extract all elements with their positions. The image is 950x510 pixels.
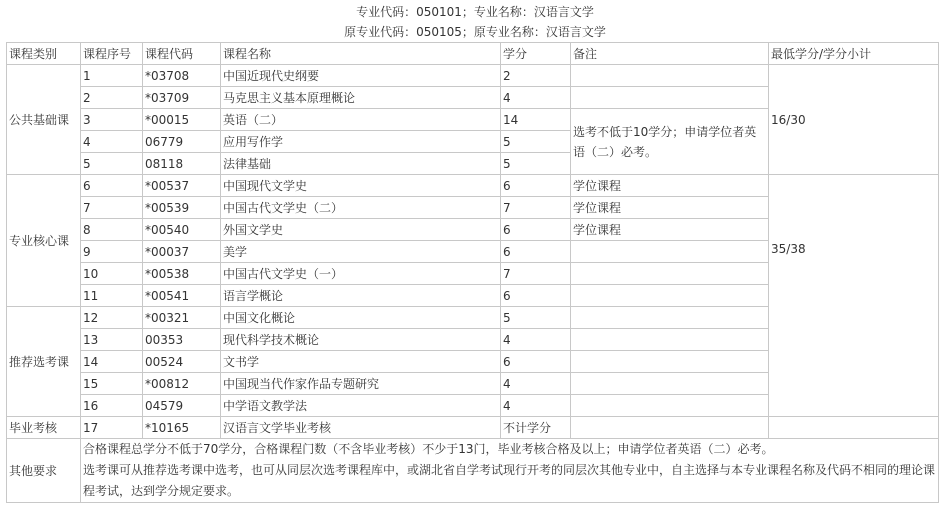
credit-cell: 14	[501, 109, 571, 131]
name-cell: 中国古代文学史（二）	[221, 197, 501, 219]
col-header-category: 课程类别	[7, 43, 81, 65]
credit-cell: 4	[501, 87, 571, 109]
subtotal-cell: 16/30	[769, 65, 939, 175]
seq-cell: 13	[81, 329, 143, 351]
seq-cell: 2	[81, 87, 143, 109]
table-row	[7, 417, 939, 439]
seq-cell: 8	[81, 219, 143, 241]
credit-cell: 6	[501, 175, 571, 197]
credit-cell: 6	[501, 241, 571, 263]
remark-cell	[571, 395, 769, 417]
seq-cell: 6	[81, 175, 143, 197]
remark-cell	[571, 241, 769, 263]
remark-cell	[571, 263, 769, 285]
remark-cell	[571, 373, 769, 395]
category-cell: 毕业考核	[7, 417, 81, 439]
seq-cell: 16	[81, 395, 143, 417]
seq-cell: 4	[81, 131, 143, 153]
name-cell: 现代科学技术概论	[221, 329, 501, 351]
remark-cell	[571, 285, 769, 307]
original-program-code-line: 原专业代码：050105；原专业名称：汉语言文学	[344, 25, 606, 39]
code-cell: 06779	[143, 131, 221, 153]
code-cell: *00037	[143, 241, 221, 263]
subtotal-value: 35/38	[771, 242, 806, 256]
name-cell: 法律基础	[221, 153, 501, 175]
seq-cell: 17	[81, 417, 143, 439]
code-cell: *00538	[143, 263, 221, 285]
credit-cell: 不计学分	[501, 417, 571, 439]
remark-note-cell: 选考不低于10学分；申请学位者英语（二）必考。	[571, 109, 769, 175]
code-cell: *00015	[143, 109, 221, 131]
table-header-row	[7, 43, 939, 65]
col-header-name: 课程名称	[221, 43, 501, 65]
other-requirement-line: 选考课可从推荐选考课中选考，也可从同层次选考课程库中，或湖北省自学考试现行开考的同层次其他专业中，自主选择与本专业课程名称及代码不相同的理论课程考试，达到学分规定要求。	[83, 463, 936, 498]
credit-cell: 4	[501, 329, 571, 351]
remark-cell	[571, 329, 769, 351]
remark-cell	[571, 351, 769, 373]
table-row	[7, 175, 939, 197]
name-cell: 中国古代文学史（一）	[221, 263, 501, 285]
remark-cell: 学位课程	[571, 219, 769, 241]
name-cell: 应用写作学	[221, 131, 501, 153]
name-cell: 语言学概论	[221, 285, 501, 307]
program-header	[0, 2, 950, 42]
credit-cell: 2	[501, 65, 571, 87]
credit-cell: 5	[501, 153, 571, 175]
name-cell: 中国现当代作家作品专题研究	[221, 373, 501, 395]
name-cell: 中国现代文学史	[221, 175, 501, 197]
seq-cell: 3	[81, 109, 143, 131]
col-header-subtotal: 最低学分/学分小计	[769, 43, 939, 65]
code-cell: *00540	[143, 219, 221, 241]
name-cell: 英语（二）	[221, 109, 501, 131]
name-cell: 外国文学史	[221, 219, 501, 241]
seq-cell: 14	[81, 351, 143, 373]
col-header-remark: 备注	[571, 43, 769, 65]
code-cell: 00353	[143, 329, 221, 351]
name-cell: 中国文化概论	[221, 307, 501, 329]
seq-cell: 5	[81, 153, 143, 175]
subtotal-cell	[769, 417, 939, 439]
credit-cell: 5	[501, 307, 571, 329]
course-table	[6, 42, 939, 503]
seq-cell: 11	[81, 285, 143, 307]
code-cell: *00321	[143, 307, 221, 329]
remark-cell: 学位课程	[571, 175, 769, 197]
program-code-line: 专业代码：050101；专业名称：汉语言文学	[356, 5, 594, 19]
other-requirement-line: 合格课程总学分不低于70学分，合格课程门数（不含毕业考核）不少于13门，毕业考核合格及以上；申请学位者英语（二）必考。	[83, 442, 774, 456]
subtotal-cell	[769, 175, 939, 417]
code-cell: 00524	[143, 351, 221, 373]
credit-cell: 7	[501, 197, 571, 219]
seq-cell: 7	[81, 197, 143, 219]
code-cell: 04579	[143, 395, 221, 417]
name-cell: 美学	[221, 241, 501, 263]
name-cell: 中国近现代史纲要	[221, 65, 501, 87]
credit-cell: 6	[501, 219, 571, 241]
credit-cell: 7	[501, 263, 571, 285]
category-cell: 推荐选考课	[7, 307, 81, 417]
other-requirements-text	[81, 439, 939, 503]
name-cell: 中学语文教学法	[221, 395, 501, 417]
remark-cell	[571, 417, 769, 439]
credit-cell: 6	[501, 285, 571, 307]
credit-cell: 4	[501, 395, 571, 417]
code-cell: *03709	[143, 87, 221, 109]
remark-cell: 学位课程	[571, 197, 769, 219]
col-header-seq: 课程序号	[81, 43, 143, 65]
seq-cell: 1	[81, 65, 143, 87]
code-cell: *10165	[143, 417, 221, 439]
name-cell: 汉语言文学毕业考核	[221, 417, 501, 439]
credit-cell: 6	[501, 351, 571, 373]
code-cell: 08118	[143, 153, 221, 175]
col-header-credit: 学分	[501, 43, 571, 65]
code-cell: *00812	[143, 373, 221, 395]
other-requirements-label: 其他要求	[7, 439, 81, 503]
seq-cell: 10	[81, 263, 143, 285]
code-cell: *03708	[143, 65, 221, 87]
seq-cell: 9	[81, 241, 143, 263]
code-cell: *00541	[143, 285, 221, 307]
col-header-code: 课程代码	[143, 43, 221, 65]
seq-cell: 12	[81, 307, 143, 329]
category-cell: 专业核心课	[7, 175, 81, 307]
credit-cell: 4	[501, 373, 571, 395]
table-row	[7, 65, 939, 87]
other-requirements-row	[7, 439, 939, 503]
name-cell: 马克思主义基本原理概论	[221, 87, 501, 109]
name-cell: 文书学	[221, 351, 501, 373]
seq-cell: 15	[81, 373, 143, 395]
credit-cell: 5	[501, 131, 571, 153]
remark-cell	[571, 87, 769, 109]
remark-cell	[571, 65, 769, 87]
code-cell: *00537	[143, 175, 221, 197]
remark-cell	[571, 307, 769, 329]
code-cell: *00539	[143, 197, 221, 219]
category-cell: 公共基础课	[7, 65, 81, 175]
